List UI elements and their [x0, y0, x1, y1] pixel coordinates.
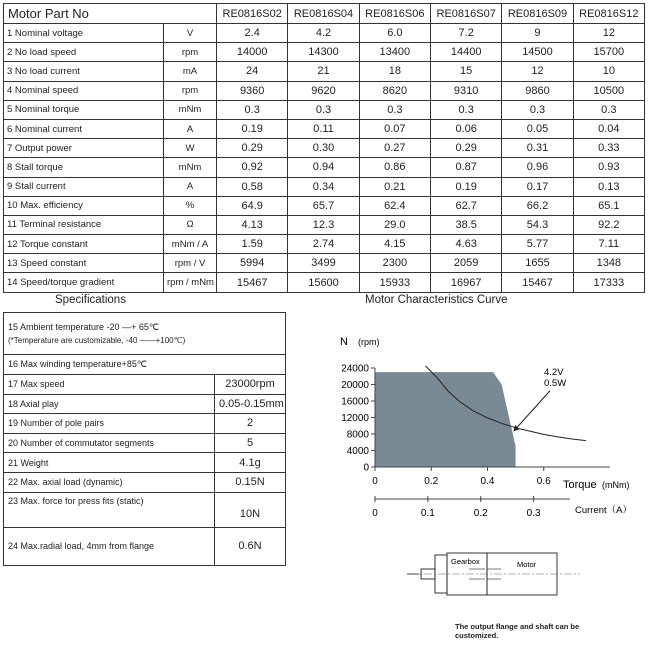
spec-value: 2: [215, 414, 286, 434]
parameter-value: 4.2: [288, 24, 359, 43]
table-row: [4, 119, 645, 138]
parameter-value: 0.29: [217, 139, 288, 158]
parameter-value: 65.7: [288, 196, 359, 215]
table-row: [4, 158, 645, 177]
table-row: [4, 196, 645, 215]
parameter-value: 0.29: [431, 139, 502, 158]
parameter-value: 2059: [431, 254, 502, 273]
parameter-value: 0.07: [359, 119, 430, 138]
annotation-voltage: 4.2V: [544, 366, 564, 378]
motor-parameters-table: [3, 3, 645, 293]
parameter-unit: rpm: [164, 81, 217, 100]
parameter-value: 14400: [431, 43, 502, 62]
model-header: RE0816S07: [431, 4, 502, 24]
parameter-value: 62.7: [431, 196, 502, 215]
parameter-value: 0.86: [359, 158, 430, 177]
parameter-unit: V: [164, 24, 217, 43]
spec-label-text: 15 Ambient temperature -20 —+ 65℃: [8, 322, 159, 332]
parameter-value: 0.04: [573, 119, 644, 138]
table-row: [4, 139, 645, 158]
parameter-unit: mA: [164, 62, 217, 81]
table-row: [4, 273, 645, 292]
parameter-label: 8 Stall torque: [4, 158, 164, 177]
spec-label: 17 Max speed: [4, 375, 215, 395]
parameter-value: 9360: [217, 81, 288, 100]
spec-note: (*Temperature are customizable, -40 ——+100℃): [8, 336, 186, 345]
parameter-value: 2.74: [288, 235, 359, 254]
specifications-table: [3, 312, 286, 566]
parameter-value: 21: [288, 62, 359, 81]
parameter-value: 6.0: [359, 24, 430, 43]
spec-row: [4, 433, 286, 453]
y-tick-label: 20000: [341, 380, 369, 391]
spec-label: 19 Number of pole pairs: [4, 414, 215, 434]
table-title: Motor Part No: [4, 4, 217, 24]
spec-value: 0.15N: [215, 472, 286, 492]
parameter-value: 9310: [431, 81, 502, 100]
x-tick-label: 0: [372, 476, 378, 487]
chart-title: Motor Characteristics Curve: [365, 294, 508, 306]
parameter-value: 66.2: [502, 196, 573, 215]
spec-row: [4, 375, 286, 395]
parameter-label: 13 Speed constant: [4, 254, 164, 273]
spec-label: 18 Axial play: [4, 394, 215, 414]
x-axis-unit: (mNm): [602, 480, 630, 490]
parameter-label: 14 Speed/torque gradient: [4, 273, 164, 292]
spec-label: 22 Max. axial load (dynamic): [4, 472, 215, 492]
parameter-value: 15467: [502, 273, 573, 292]
spec-label: 20 Number of commutator segments: [4, 433, 215, 453]
current-tick-label: 0: [372, 508, 378, 519]
parameter-value: 14500: [502, 43, 573, 62]
parameter-value: 9620: [288, 81, 359, 100]
parameter-label: 5 Nominal torque: [4, 100, 164, 119]
parameter-value: 1348: [573, 254, 644, 273]
parameter-value: 7.11: [573, 235, 644, 254]
parameter-value: 15600: [288, 273, 359, 292]
parameter-value: 5994: [217, 254, 288, 273]
spec-label: 23 Max. force for press fits (static): [4, 492, 215, 527]
spec-value: 10N: [215, 492, 286, 527]
parameter-label: 4 Nominal speed: [4, 81, 164, 100]
parameter-label: 12 Torque constant: [4, 235, 164, 254]
parameter-value: 0.3: [359, 100, 430, 119]
spec-row: [4, 472, 286, 492]
parameter-unit: rpm / mNm: [164, 273, 217, 292]
parameter-unit: rpm: [164, 43, 217, 62]
parameter-label: 6 Nominal current: [4, 119, 164, 138]
parameter-value: 12: [502, 62, 573, 81]
parameter-label: 11 Terminal resistance: [4, 215, 164, 234]
parameter-label: 2 No load speed: [4, 43, 164, 62]
parameter-value: 1.59: [217, 235, 288, 254]
table-row: [4, 254, 645, 273]
spec-row: [4, 527, 286, 565]
x-tick-label: 0.4: [480, 476, 495, 487]
table-row: [4, 62, 645, 81]
parameter-unit: A: [164, 177, 217, 196]
table-row: [4, 235, 645, 254]
parameter-value: 0.33: [573, 139, 644, 158]
parameter-value: 15: [431, 62, 502, 81]
parameter-value: 16967: [431, 273, 502, 292]
parameter-unit: A: [164, 119, 217, 138]
spec-row: [4, 414, 286, 434]
parameter-value: 13400: [359, 43, 430, 62]
parameter-value: 12.3: [288, 215, 359, 234]
parameter-value: 0.58: [217, 177, 288, 196]
parameter-unit: Ω: [164, 215, 217, 234]
parameter-value: 0.34: [288, 177, 359, 196]
spec-label: [4, 313, 286, 355]
x-tick-label: 0.6: [536, 476, 551, 487]
spec-row: [4, 394, 286, 414]
spec-label: 16 Max winding temperature+85℃: [4, 355, 286, 375]
parameter-value: 92.2: [573, 215, 644, 234]
parameter-value: 17333: [573, 273, 644, 292]
model-header: RE0816S02: [217, 4, 288, 24]
parameter-value: 62.4: [359, 196, 430, 215]
y-tick-label: 12000: [341, 413, 369, 424]
parameter-value: 15933: [359, 273, 430, 292]
parameter-unit: mNm: [164, 100, 217, 119]
model-header: RE0816S09: [502, 4, 573, 24]
parameter-label: 10 Max. efficiency: [4, 196, 164, 215]
parameter-label: 9 Stall current: [4, 177, 164, 196]
parameter-value: 15467: [217, 273, 288, 292]
spec-row: [4, 355, 286, 375]
model-header: RE0816S04: [288, 4, 359, 24]
gearbox-label: Gearbox: [451, 557, 480, 566]
annotation-power: 0.5W: [544, 377, 567, 389]
parameter-value: 0.3: [217, 100, 288, 119]
current-tick-label: 0.3: [526, 508, 541, 519]
parameter-value: 0.13: [573, 177, 644, 196]
motor-characteristics-chart: [290, 325, 645, 525]
table-row: [4, 24, 645, 43]
parameter-value: 10500: [573, 81, 644, 100]
parameter-value: 0.93: [573, 158, 644, 177]
parameter-label: 7 Output power: [4, 139, 164, 158]
parameter-value: 9: [502, 24, 573, 43]
table-row: [4, 100, 645, 119]
spec-value: 5: [215, 433, 286, 453]
current-axis-label: Current（A）: [575, 505, 633, 516]
parameter-value: 0.87: [431, 158, 502, 177]
parameter-unit: rpm / V: [164, 254, 217, 273]
parameter-label: 3 No load current: [4, 62, 164, 81]
model-header: RE0816S12: [573, 4, 644, 24]
annotation-arrow: [514, 391, 550, 431]
parameter-value: 18: [359, 62, 430, 81]
parameter-value: 0.96: [502, 158, 573, 177]
parameter-unit: mNm / A: [164, 235, 217, 254]
spec-label: 21 Weight: [4, 453, 215, 473]
table-row: [4, 43, 645, 62]
parameter-value: 0.11: [288, 119, 359, 138]
motor-dimension-diagram: [405, 545, 585, 620]
y-tick-label: 24000: [341, 363, 369, 375]
spec-value: 23000rpm: [215, 375, 286, 395]
motor-label: Motor: [517, 560, 537, 569]
y-tick-label: 0: [363, 462, 369, 474]
parameter-value: 1655: [502, 254, 573, 273]
parameter-value: 24: [217, 62, 288, 81]
parameter-value: 0.92: [217, 158, 288, 177]
parameter-value: 0.31: [502, 139, 573, 158]
parameter-value: 0.3: [431, 100, 502, 119]
parameter-value: 3499: [288, 254, 359, 273]
current-tick-label: 0.1: [420, 508, 435, 519]
table-row: [4, 215, 645, 234]
parameter-value: 0.3: [573, 100, 644, 119]
parameter-unit: %: [164, 196, 217, 215]
parameter-unit: W: [164, 139, 217, 158]
parameter-value: 0.05: [502, 119, 573, 138]
spec-value: 0.05-0.15mm: [215, 394, 286, 414]
parameter-value: 0.27: [359, 139, 430, 158]
current-tick-label: 0.2: [473, 508, 488, 519]
parameter-value: 2.4: [217, 24, 288, 43]
customization-note: The output flange and shaft can be customized.: [455, 622, 580, 640]
operating-region: [375, 372, 516, 467]
parameter-value: 4.15: [359, 235, 430, 254]
parameter-value: 12: [573, 24, 644, 43]
spec-row: [4, 313, 286, 355]
parameter-value: 64.9: [217, 196, 288, 215]
y-axis-unit: (rpm): [358, 337, 380, 347]
parameter-value: 65.1: [573, 196, 644, 215]
parameter-value: 14000: [217, 43, 288, 62]
parameter-label: 1 Nominal voltage: [4, 24, 164, 43]
parameter-unit: mNm: [164, 158, 217, 177]
parameter-value: 0.19: [217, 119, 288, 138]
spec-row: [4, 453, 286, 473]
y-axis-label: N: [340, 336, 348, 348]
parameter-value: 0.3: [288, 100, 359, 119]
parameter-value: 10: [573, 62, 644, 81]
parameter-value: 0.06: [431, 119, 502, 138]
parameter-value: 7.2: [431, 24, 502, 43]
specifications-title: Specifications: [55, 294, 126, 306]
parameter-value: 0.94: [288, 158, 359, 177]
model-header: RE0816S06: [359, 4, 430, 24]
parameter-value: 29.0: [359, 215, 430, 234]
parameter-value: 2300: [359, 254, 430, 273]
parameter-value: 4.63: [431, 235, 502, 254]
table-header-row: [4, 4, 645, 24]
spec-row: [4, 492, 286, 527]
y-tick-label: 4000: [346, 446, 369, 457]
spec-value: 4.1g: [215, 453, 286, 473]
parameter-value: 38.5: [431, 215, 502, 234]
parameter-value: 0.19: [431, 177, 502, 196]
table-row: [4, 177, 645, 196]
spec-label: 24 Max.radial load, 4mm from flange: [4, 527, 215, 565]
parameter-value: 0.30: [288, 139, 359, 158]
parameter-value: 9860: [502, 81, 573, 100]
parameter-value: 15700: [573, 43, 644, 62]
parameter-value: 0.17: [502, 177, 573, 196]
table-row: [4, 81, 645, 100]
parameter-value: 0.3: [502, 100, 573, 119]
parameter-value: 54.3: [502, 215, 573, 234]
parameter-value: 5.77: [502, 235, 573, 254]
parameter-value: 4.13: [217, 215, 288, 234]
parameter-value: 0.21: [359, 177, 430, 196]
x-tick-label: 0.2: [424, 476, 439, 487]
spec-value: 0.6N: [215, 527, 286, 565]
y-tick-label: 8000: [346, 429, 369, 441]
y-tick-label: 16000: [341, 396, 369, 408]
parameter-value: 14300: [288, 43, 359, 62]
x-axis-label: Torque: [563, 479, 597, 491]
parameter-value: 8620: [359, 81, 430, 100]
